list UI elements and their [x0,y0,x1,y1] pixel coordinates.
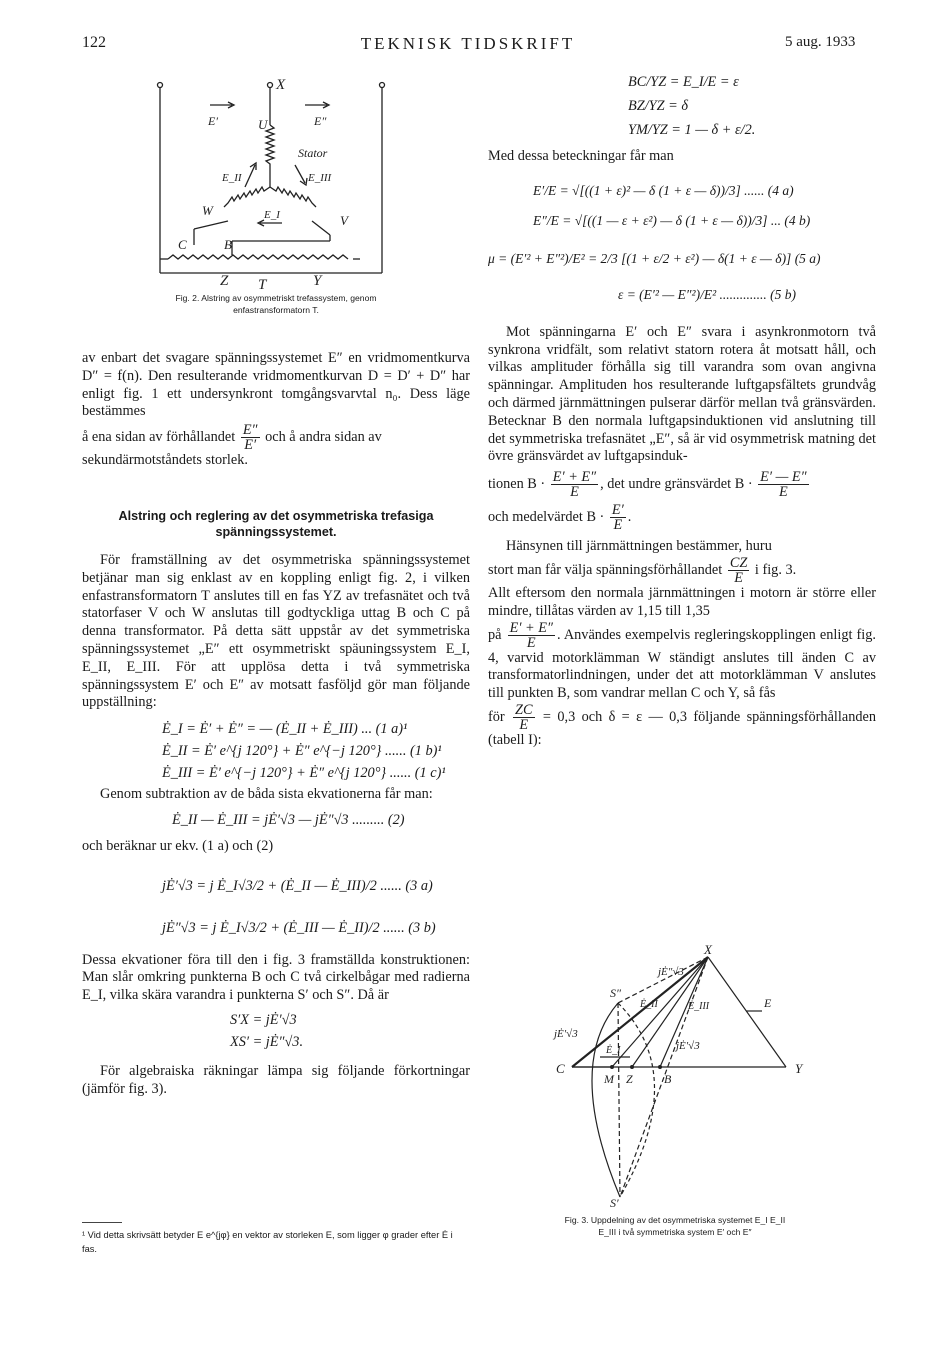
paragraph: Genom subtraktion av de båda sista ekvationerna får man: [100,786,433,803]
paragraph: Hänsynen till järnmättningen bestämmer, huru [506,538,772,555]
label-b: B [664,1072,672,1086]
label-y: Y [795,1061,803,1076]
equation-5a: μ = (E′² + E″²)/E² = 2/3 [(1 + ε/2 + ε²) — δ(1 + ε — δ)] (5 a) [488,250,821,266]
equation-4b: E″/E = √[((1 — ε + ε²) — δ (1 + ε — δ))/3] ... (4 b) [533,212,811,228]
stator-coil-v [270,187,316,207]
side-x-y [708,957,786,1067]
label-j-e2-top: jĖ″√3 [658,966,684,978]
equation-4b-left: XS′ = jĖ″√3. [230,1033,304,1050]
paragraph: och beräknar ur ekv. (1 a) och (2) [82,837,274,854]
label-e-ii: E_II [222,172,242,184]
label-c: C [556,1061,565,1076]
label-z: Z [220,273,229,289]
footnote: ¹ Vid detta skrivsätt betyder E e^{jφ} en vektor av storleken E, som ligger φ grader efter Ė i fas. [82,1230,453,1254]
transformer-winding [168,255,348,259]
line-x-s2 [618,957,708,1003]
label-b: B [224,237,232,252]
label-t: T [258,277,267,290]
figure-2-caption: Fig. 2. Alstring av osymmetriskt trefassystem, genom enfastransformatorn T. [175,293,377,315]
paragraph: För framställning av det osymmetriska spänningssystemet betjänar man sig enklast av en koppling enligt fig. 2, i vilken enfastransformatorn T anslutes till en fas YZ av trefasnätet och två statorfaser V och W anslutas till godtyckliga uttag B och C på denna transformator. På detta sätt uppstår av det symmetriska spänningssystemet „E″ ett osymmetriskt späuningssystem E_I, E_II, E_III. För att upplösa detta i två symmetriska spänningssystem E′ och E″ av motsatt fasföljd gör man följande uppställning: [82,551,470,711]
equation-4a-left: S′X = jĖ′√3 [230,1011,297,1028]
label-e-prime: E′ [208,114,218,128]
terminal-right [380,83,385,88]
section-heading: Alstring och reglering av det osymmetriska trefasiga spänningssystemet. [118,508,434,539]
paragraph-example-line: för $\frac{ZC}{E}$ = 0,3 och δ = ε — 0,3 följande spänningsförhållanden (tabell I): [488,701,877,748]
label-v: V [340,213,348,228]
paragraph: Allt eftersom den normala järnmättningen i motorn är större eller mindre, tillåtas värden av 1,15 till 1,35 [488,584,876,619]
figure-3-caption: Fig. 3. Uppdelning av det osymmetriska systemet E_I E_II E_III i två symmetriska system E′ och E″ [564,1215,786,1237]
label-s-prime: S′ [610,1196,619,1210]
point-m [610,1065,614,1069]
label-j-e1-left: jĖ′√3 [554,1028,578,1040]
equation-1b: Ė_II = Ė′ e^{j 120°} + Ė″ e^{−j 120°} ...... (1 b)¹ [162,743,442,760]
label-x: X [704,945,712,957]
equation-3b: jĖ″√3 = j Ė_I√3/2 + (Ė_III — Ė_II)/2 ...... (3 b) [162,919,436,936]
paragraph-ratio-line: stort man får välja spänningsförhållandet $\frac{CZ}{E}$ i fig. 3. [488,554,797,586]
label-w: W [202,203,213,218]
label-j-e2-hidden: jĖ″√3 [766,985,769,986]
equation-3a: jĖ′√3 = j Ė_I√3/2 + (Ė_II — Ė_III)/2 ...... (3 a) [162,877,433,894]
label-y: Y [313,273,322,289]
label-u: U [258,117,268,132]
right-column [488,70,876,750]
label-stator: Stator [298,146,328,160]
paragraph-range-line: på $\frac{E' + E''}{E}$ . Användes exempelvis regleringskopplingen enligt fig. 4, varvid motorklämman W ständigt anslutes till änden C av transformatorlindningen, under det att motorklämman V anslutes till punkten B, som vandrar mellan C och Y, så fås [488,619,876,702]
label-x: X [276,77,286,93]
figure-3-vector-diagram [540,945,830,1210]
label-e-ii: Ė_II [640,999,658,1010]
label-e-i: Ė_I [606,1045,621,1056]
paragraph: sekundärmotståndets storlek. [82,452,248,469]
label-j-e1-right: jĖ′√3 [676,1040,700,1052]
equation-5b: ε = (E′² — E″²)/E² .............. (5 b) [618,286,796,302]
equation-2: Ė_II — Ė_III = jĖ′√3 — jĖ″√3 ......... (2) [172,811,405,828]
label-e-double-prime: E″ [314,114,327,128]
label-c: C [178,237,187,252]
terminal-left [158,83,163,88]
label-e-iii: Ė_III [688,1001,710,1012]
paragraph: Mot spänningarna E′ och E″ svara i asynkronmotorn två synkrona vridfält, som relativt statorn rotera åt motsatt håll, och vilkas amplituder förhålla sig till varandra som ovan angivna spänningar. Amplituden hos resulterande luftgapsfältets grundvåg och därmed järnmättningen pulserar därför mellan två gränsvärden. Betecknar B den normala luftgapsinduktionen vid anslutning till det symmetriska trefasnätet „E″, så är vid osymmetrisk matning det övre gränsvärdet av luftgapsinduk- [488,323,876,465]
stator-coil-u [266,125,274,187]
paragraph-ratio-line: å ena sidan av förhållandet $\frac{E''}{E'}$ och å andra sidan av [82,422,382,454]
definition-ym: YM/YZ = 1 — δ + ε/2. [628,122,756,138]
journal-title: TEKNISK TIDSKRIFT [360,34,576,53]
definition-delta: BZ/YZ = δ [628,98,689,114]
paragraph-mean-line: och medelvärdet B · $\frac{E'}{E}$ . [488,502,632,534]
paragraph: För algebraiska räkningar lämpa sig följande förkortningar (jämför fig. 3). [82,1062,470,1097]
page-number: 122 [82,34,106,51]
arc-right [618,1003,655,1197]
issue-date: 5 aug. 1933 [785,34,856,50]
stator-coil-w [224,187,270,207]
label-s-double-prime: S″ [610,986,621,1000]
label-e-i: E_I [264,209,280,221]
footnote-rule [82,1222,122,1223]
definition-epsilon: BC/YZ = E_I/E = ε [628,74,739,90]
paragraph-limits-line: tionen B · $\frac{E' + E''}{E}$ , det undre gränsvärdet B · $\frac{E' — E''}{E}$ [488,469,807,501]
label-z: Z [626,1072,633,1086]
terminal-x [268,83,273,88]
figure-2-circuit [150,75,390,290]
label-m: M [604,1072,614,1086]
paragraph: av enbart det svagare spänningssystemet E″ en vridmomentkurva D″ = f(n). Den resulterande vridmomentkurvan D = D′ + D″ har enligt fig. 1 ett undersynkront tomgångsvarvtal n₀. Dess läge bestämmes [82,350,470,420]
label-e: E [764,996,772,1010]
label-e-iii: E_III [308,172,332,184]
paragraph: Med dessa beteckningar får man [488,148,674,164]
equation-4a: E′/E = √[((1 + ε)² — δ (1 + ε — δ))/3] ...... (4 a) [533,182,794,198]
point-z [630,1065,634,1069]
point-b [658,1065,662,1069]
line-s2-s1 [618,1003,620,1197]
paragraph: Dessa ekvationer föra till den i fig. 3 framställda konstruktionen: Man slår omkring punkterna B och C två cirkelbågar med radierna E_I, vilka skära varandra i punkterna S′ och S″. Då är [82,951,470,1004]
equation-1c: Ė_III = Ė′ e^{−j 120°} + Ė″ e^{j 120°} ...... (1 c)¹ [162,765,446,782]
left-column [82,350,470,1099]
equation-1a: Ė_I = Ė′ + Ė″ = — (Ė_II + Ė_III) ... (1 a)¹ [162,721,408,738]
